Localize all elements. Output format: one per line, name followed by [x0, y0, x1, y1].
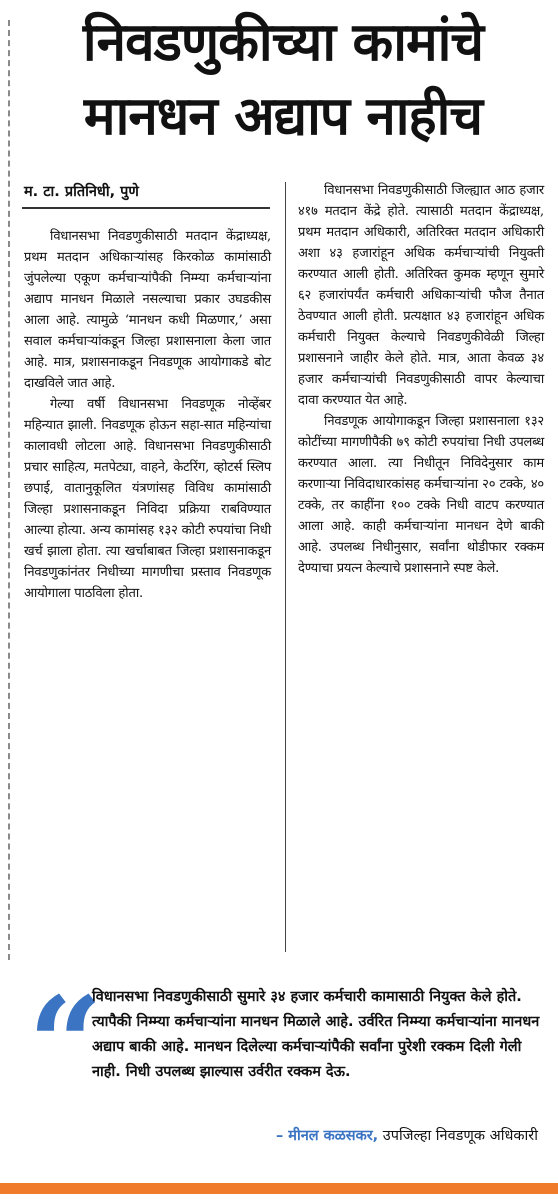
byline-rule [22, 207, 270, 209]
attribution-role: उपजिल्हा निवडणूक अधिकारी [382, 1128, 538, 1144]
left-dashed-cut-line [8, 20, 10, 960]
left-paragraph-1: विधानसभा निवडणुकीसाठी मतदान केंद्राध्यक्ष, प्रथम मतदान अधिकाऱ्यांसह किरकोळ कामांसाठी जुंपलेल्या एकूण कर्मचाऱ्यांपैकी निम्म्या कर्मचाऱ्यांना अद्याप मानधन मिळाले नसल्याचा प्रकार उघडकीस आला आहे. त्यामुळे ‘मानधन कधी मिळणार,’ असा सवाल कर्मचाऱ्यांकडून जिल्हा प्रशासनाला केला जात आहे. मात्र, प्रशासनाकडून निवडणूक आयोगाकडे बोट दाखविले जात आहे. [24, 229, 271, 391]
pull-quote [22, 968, 542, 1170]
column-divider [285, 182, 286, 952]
attribution-name: – मीनल कळसकर, [276, 1128, 379, 1144]
bottom-accent-bar [0, 1183, 558, 1194]
right-paragraph-2: निवडणूक आयोगाकडून जिल्हा प्रशासनाला १३२ कोटींच्या मागणीपैकी ७९ कोटी रुपयांचा निधी उपलब्ध करण्यात आला. त्या निधीतून निविदेनुसार काम करणाऱ्या निविदाधारकांसह कर्मचाऱ्यांना २० टक्के, ४० टक्के, तर काहींना १०० टक्के निधी वाटप करण्यात आला आहे. काही कर्मचाऱ्यांना मानधन देणे बाकी आहे. उपलब्ध निधीनुसार, सर्वांना थोडीफार रक्कम देण्याचा प्रयत्न केल्याचे प्रशासनाने स्पष्ट केले. [298, 414, 544, 576]
quote-mark-icon: “ [28, 968, 103, 1121]
pull-quote-attribution [276, 1125, 538, 1147]
left-column [24, 226, 271, 604]
right-paragraph-1: विधानसभा निवडणुकीसाठी जिल्ह्यात आठ हजार ४१७ मतदान केंद्रे होते. त्यासाठी मतदान केंद्राध्यक्ष, प्रथम मतदान अधिकारी, अतिरिक्त मतदान अधिकारी अशा ४३ हजारांहून अधिक कर्मचाऱ्यांची नियुक्ती करण्यात आली होती. अतिरिक्त कुमक म्हणून सुमारे ६२ हजारांपर्यंत कर्मचारी अधिकाऱ्यांची फौज तैनात ठेवण्यात आली होती. प्रत्यक्षात ४३ हजारांहून अधिक कर्मचारी नियुक्त केल्याचे निवडणुकीवेळी जिल्हा प्रशासनाने जाहीर केले होते. मात्र, आता केवळ ३४ हजार कर्मचाऱ्यांची निवडणुकीसाठी वापर केल्याचा दावा करण्यात येत आहे. [298, 183, 544, 408]
headline-line-2: मानधन अद्याप नाहीच [83, 86, 483, 147]
headline-line-1: निवडणुकीच्या कामांचे [82, 12, 484, 73]
right-column [298, 180, 544, 579]
pull-quote-text: विधानसभा निवडणुकीसाठी सुमारे ३४ हजार कर्मचारी कामासाठी नियुक्त केले होते. त्यापैकी निम्म्या कर्मचाऱ्यांना मानधन मिळाले आहे. उर्वरित निम्म्या कर्मचाऱ्यांना मानधन अद्याप बाकी आहे. मानधन दिलेल्या कर्मचाऱ्यांपैकी सर्वांना पुरेशी रक्कम दिली गेली नाही. निधी उपलब्ध झाल्यास उर्वरीत रक्कम देऊ. [92, 989, 540, 1080]
headline [18, 6, 548, 154]
left-paragraph-2: गेल्या वर्षी विधानसभा निवडणूक नोव्हेंबर महिन्यात झाली. निवडणूक होऊन सहा-सात महिन्यांचा कालावधी लोटला आहे. विधानसभा निवडणुकीसाठी प्रचार साहित्य, मतपेट्या, वाहने, केटरिंग, व्होटर्स स्लिप छपाई, वातानुकूलित यंत्रणांसह विविध कामांसाठी जिल्हा प्रशासनाकडून निविदा प्रक्रिया राबविण्यात आल्या होत्या. अन्य कामांसह १३२ कोटी रुपयांचा निधी खर्च झाला होता. त्या खर्चाबाबत जिल्हा प्रशासनाकडून निवडणुकांनंतर निधीच्या मागणीचा प्रस्ताव निवडणूक आयोगाला पाठविला होता. [24, 397, 271, 601]
byline: म. टा. प्रतिनिधी, पुणे [24, 184, 139, 200]
